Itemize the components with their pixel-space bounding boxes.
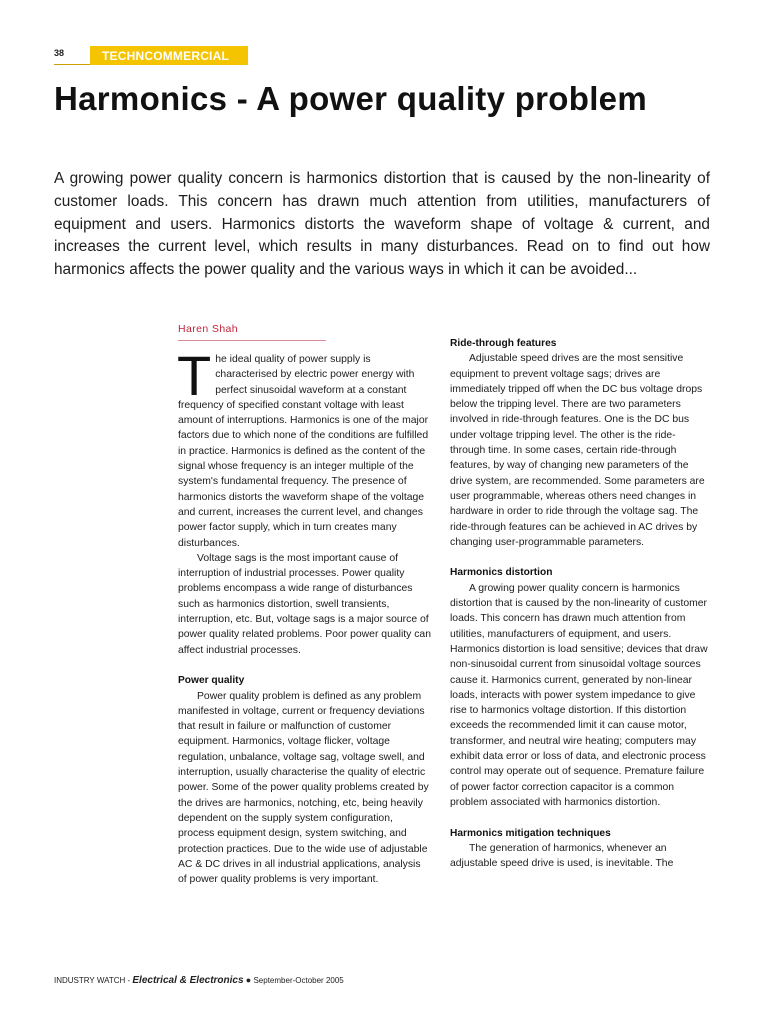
body-paragraph: Voltage sags is the most important cause of interruption of industrial processes. Power quality problems encompass a wide range of disturbances such as harmonics distortion, swell transients, interruption, etc. But, voltage sags is a major source of power quality related problems. Poor power quality can affect industrial processes. (178, 552, 431, 656)
intro-text: he ideal quality of power supply is characterised by electric power energy with perfect sinusoidal waveform at a constant frequency of specified constant voltage with least amount of interruptions. Harmonics is one of the major factors due to which none of the conditions are fulfilled in practice. Harmonics is defined as the content of the signal whose frequency is an integer multiple of the system's fundamental frequency. The presence of harmonics distorts the waveform shape of the voltage and current, increases the current level, and changes power factor supply, which in turn creates many disturbances. (178, 354, 429, 549)
body-paragraph: Power quality problem is defined as any problem manifested in voltage, current or frequency deviations that result in failure or malfunction of customer equipment. Harmonics, voltage flicker, voltage regulation, unbalance, voltage sag, voltage swell, and interruption, usually characterise the quality of electric power. Some of the power quality problems created by the drives are harmonics, notching, etc, being heavily dependent on the supply system configuration, process equipment design, system switching, and protection practices. Due to the wide use of adjustable AC & DC drives in all industrial applications, analysis of power quality problems is very important. (178, 690, 429, 886)
footer-publication: INDUSTRY WATCH - (54, 976, 131, 985)
subheading-power-quality: Power quality (178, 675, 245, 687)
footer-bullet: ● (245, 975, 252, 985)
page-footer (54, 975, 344, 986)
article-lede: A growing power quality concern is harmonics distortion that is caused by the non-linearity of customer loads. This concern has drawn much attention from utilities, manufacturers of equipment and users. Harmonics distorts the waveform shape of voltage & current, and increases the current level, which results in many disturbances. Read on to find out how harmonics affects the power quality and the various ways in which it can be avoided... (54, 170, 710, 279)
article-title: Harmonics - A power quality problem (54, 80, 647, 117)
body-paragraph: A growing power quality concern is harmonics distortion that is caused by the non-linearity of customer loads. This concern has drawn much attention from utilities, manufacturers of equipment, and users. Harmonics distortion is load sensitive; devices that draw non-sinusoidal current from sinusoidal voltage sources cause it. Harmonics current, generated by non-linear loads, interacts with power system impedance to give rise to harmonics voltage distortion. If this distortion exceeds the recommended limit it can cause motor, transformer, and neutral wire heating; computers may exhibit data error or loss of data, and electronic process control may operate out of sequence. Premature failure of power factor correction capacitor is a common problem associated with harmonics distortion. (450, 582, 708, 808)
header-rule (54, 64, 90, 65)
footer-issue: September-October 2005 (253, 976, 344, 985)
drop-cap: T (177, 344, 212, 407)
article-column-left (177, 344, 432, 887)
article-column-right (450, 336, 708, 871)
author-rule (178, 340, 326, 341)
intro-paragraph (177, 344, 432, 551)
footer-magazine: Electrical & Electronics (132, 975, 244, 986)
section-tag: TECHNCOMMERCIAL (90, 46, 248, 65)
subheading-harmonics-distortion: Harmonics distortion (450, 567, 553, 579)
author-name: Haren Shah (178, 323, 239, 335)
subheading-mitigation: Harmonics mitigation techniques (450, 827, 611, 839)
subheading-ride-through: Ride-through features (450, 338, 557, 349)
body-paragraph: The generation of harmonics, whenever an adjustable speed drive is used, is inevitable. The (450, 842, 674, 870)
body-paragraph: Adjustable speed drives are the most sensitive equipment to prevent voltage sags; drives are immediately tripped off when the DC bus voltage drops below the tripping level. There are two parameters involved in ride-through features. One is the DC bus under voltage tripping level. The other is the ride-through time. In some cases, certain ride-through features, by way of changing new parameters of the drive system, are recommended. Some parameters are user programmable, whereas others need changes in hardware in order to ride through the voltage sag. The ride-through features can be achieved in AC drives by changing user-programmable parameters. (450, 353, 705, 548)
page-number: 38 (54, 48, 65, 58)
